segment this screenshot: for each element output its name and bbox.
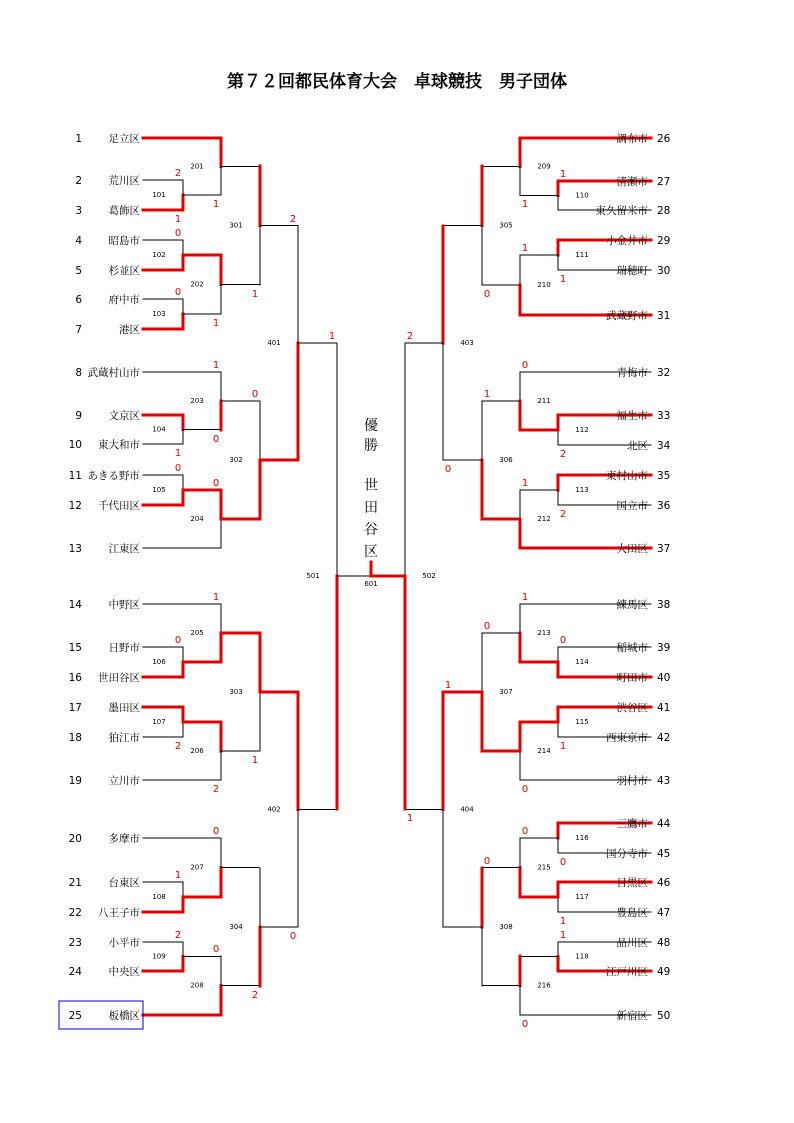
match-number-113: 113 [575,486,589,494]
team-name-23: 小平市 [108,937,140,949]
match-307-score-1: 0 [483,621,491,632]
team-seed-6: 6 [75,294,82,306]
match-403-score-2: 0 [444,464,452,475]
team-name-16: 世田谷区 [98,672,140,684]
team-name-8: 武蔵村山市 [87,367,140,379]
team-seed-30: 30 [657,265,671,277]
team-name-48: 品川区 [616,937,648,949]
team-seed-23: 23 [68,937,82,949]
team-seed-41: 41 [657,702,671,714]
match-number-301: 301 [229,221,243,230]
champion-name-char-3: 区 [364,544,378,560]
match-number-404: 404 [460,805,474,814]
team-seed-36: 36 [657,500,671,512]
match-number-208: 208 [190,981,204,990]
match-105-score-1: 0 [174,463,182,474]
match-number-201: 201 [190,162,204,171]
champion-name-char-0: 世 [364,478,378,494]
team-name-11: あきる野市 [87,470,140,482]
team-name-44: 三鷹市 [616,818,648,830]
match-number-109: 109 [152,952,166,961]
match-206-score-2: 2 [212,784,220,795]
match-118-score-1: 1 [559,930,567,941]
team-seed-21: 21 [68,877,82,889]
match-308-score-1: 0 [483,856,491,867]
team-seed-17: 17 [68,702,82,714]
team-name-17: 墨田区 [108,702,140,714]
team-name-3: 葛飾区 [108,205,140,217]
match-number-215: 215 [537,863,551,872]
match-103-score-1: 0 [174,287,182,298]
match-216-score-2: 0 [521,1019,529,1030]
team-name-38: 練馬区 [616,599,648,611]
match-number-501: 501 [306,572,320,580]
match-111-score-2: 1 [559,274,567,285]
team-name-37: 大田区 [616,543,648,555]
match-number-108: 108 [152,893,166,901]
match-number-303: 303 [229,688,243,696]
champion-name-char-1: 田 [364,500,378,516]
team-seed-34: 34 [657,440,671,452]
champion-label [364,418,378,560]
match-scores [175,168,566,1030]
team-name-19: 立川市 [108,775,140,787]
match-number-102: 102 [152,251,166,259]
team-seed-24: 24 [68,966,82,978]
match-104-score-2: 1 [174,448,182,459]
team-seed-13: 13 [68,543,82,555]
match-306-score-1: 1 [483,389,491,400]
match-205-score-1: 1 [212,592,220,603]
match-number-302: 302 [229,456,243,464]
team-name-41: 渋谷区 [616,702,648,714]
team-name-21: 台東区 [108,877,140,889]
match-number-403: 403 [460,339,474,347]
match-304-score-2: 2 [251,990,259,1001]
team-name-20: 多摩市 [108,833,140,845]
team-name-27: 清瀬市 [616,176,648,188]
match-number-117: 117 [575,893,589,901]
team-seed-18: 18 [68,732,82,744]
champion-name-char-2: 谷 [364,522,378,538]
match-number-308: 308 [499,923,513,931]
match-number-213: 213 [537,629,551,637]
team-name-45: 国分寺市 [606,848,648,860]
match-203-score-1: 1 [212,360,220,371]
team-seed-42: 42 [657,732,671,744]
team-name-32: 青梅市 [616,367,648,379]
team-name-4: 昭島市 [108,235,140,247]
team-name-46: 目黒区 [616,877,648,889]
team-seed-28: 28 [657,205,671,217]
team-seed-37: 37 [657,543,671,555]
match-502-score-1: 2 [406,331,414,342]
team-name-39: 稲城市 [616,642,648,654]
match-101-score-2: 1 [174,214,182,225]
team-seed-43: 43 [657,775,671,787]
match-109-score-1: 2 [174,930,182,941]
match-201-score-2: 1 [212,199,220,210]
team-name-6: 府中市 [108,294,140,306]
team-seed-35: 35 [657,470,671,482]
team-seed-14: 14 [68,599,82,611]
match-number-209: 209 [537,162,551,171]
match-301-score-2: 1 [251,289,259,300]
team-seed-4: 4 [75,235,82,247]
team-seed-45: 45 [657,848,671,860]
team-seed-44: 44 [657,818,671,830]
team-name-28: 東久留米市 [595,205,648,217]
match-402-score-2: 0 [289,931,297,942]
match-107-score-2: 2 [174,741,182,752]
match-501-score-1: 1 [328,331,336,342]
match-number-110: 110 [575,191,589,200]
match-number-210: 210 [537,281,551,289]
team-name-5: 杉並区 [108,265,140,277]
match-108-score-1: 1 [174,870,182,881]
team-seed-15: 15 [68,642,82,654]
match-203-score-2: 0 [212,434,220,445]
team-name-14: 中野区 [108,599,140,611]
team-name-31: 武蔵野市 [606,310,648,322]
team-name-34: 北区 [627,440,648,452]
match-number-401: 401 [267,339,281,347]
team-seed-50: 50 [657,1010,671,1022]
page-title: 第７２回都民体育大会 卓球競技 男子団体 [227,72,567,92]
match-207-score-1: 0 [212,826,220,837]
team-seed-48: 48 [657,937,671,949]
team-seed-3: 3 [75,205,82,217]
match-number-final: 601 [364,580,378,588]
match-number-107: 107 [152,718,166,726]
team-name-49: 江戸川区 [606,966,648,978]
team-seed-32: 32 [657,367,671,379]
match-number-402: 402 [267,805,281,814]
team-seed-2: 2 [75,175,82,187]
team-name-10: 東大和市 [98,439,140,451]
team-seed-46: 46 [657,877,671,889]
match-106-score-1: 0 [174,635,182,646]
match-209-score-2: 1 [521,199,529,210]
match-214-score-2: 0 [521,784,529,795]
team-seed-25: 25 [68,1010,82,1022]
team-seed-29: 29 [657,235,671,247]
team-name-36: 国立市 [616,500,648,512]
team-name-1: 足立区 [108,133,140,145]
match-213-score-1: 1 [521,592,529,603]
team-seed-9: 9 [75,410,82,422]
team-name-9: 文京区 [108,410,140,422]
team-name-50: 新宿区 [616,1010,648,1022]
match-115-score-2: 1 [559,741,567,752]
match-number-116: 116 [575,834,589,842]
match-113-score-2: 2 [559,509,567,520]
team-name-2: 荒川区 [108,175,140,187]
team-seed-7: 7 [75,324,82,336]
match-211-score-1: 0 [521,360,529,371]
match-101-score-1: 2 [174,168,182,179]
match-208-score-1: 0 [212,944,220,955]
match-number-307: 307 [499,688,513,696]
match-number-304: 304 [229,923,243,931]
match-number-216: 216 [537,981,551,990]
team-name-22: 八王子市 [98,907,140,919]
team-name-33: 福生市 [616,410,648,422]
match-303-score-2: 1 [251,755,259,766]
match-number-305: 305 [499,221,513,230]
match-number-202: 202 [190,280,204,289]
match-number-114: 114 [575,658,589,666]
team-name-26: 調布市 [616,133,648,145]
match-305-score-2: 0 [483,289,491,300]
match-215-score-1: 0 [521,826,529,837]
match-number-103: 103 [152,310,166,318]
team-seed-20: 20 [68,833,82,845]
match-number-112: 112 [575,426,589,434]
team-name-7: 港区 [119,324,140,336]
match-number-502: 502 [422,572,436,580]
match-401-score-1: 2 [289,214,297,225]
match-number-115: 115 [575,718,589,726]
champion-label-char-0: 優 [364,418,378,434]
match-number-111: 111 [575,251,589,259]
match-112-score-2: 2 [559,449,567,460]
team-seed-5: 5 [75,265,82,277]
match-302-score-1: 0 [251,389,259,400]
team-name-13: 江東区 [108,543,140,555]
match-210-score-1: 1 [521,243,529,254]
match-204-score-1: 0 [212,478,220,489]
team-name-43: 羽村市 [616,775,648,787]
match-202-score-2: 1 [212,318,220,329]
team-name-24: 中央区 [108,966,140,978]
match-number-106: 106 [152,658,166,666]
team-seed-40: 40 [657,672,671,684]
match-number-212: 212 [537,515,551,523]
team-seed-33: 33 [657,410,671,422]
team-name-18: 狛江市 [108,732,140,744]
team-seed-16: 16 [68,672,82,684]
team-seed-11: 11 [68,470,82,482]
team-seed-8: 8 [75,367,82,379]
match-number-105: 105 [152,486,166,494]
match-number-211: 211 [537,397,551,405]
team-name-15: 日野市 [108,642,140,654]
match-number-104: 104 [152,425,166,434]
team-name-25: 板橋区 [108,1010,140,1022]
match-number-306: 306 [499,456,513,464]
team-name-40: 町田市 [616,672,648,684]
team-seed-27: 27 [657,176,671,188]
match-116-score-2: 0 [559,857,567,868]
team-seed-39: 39 [657,642,671,654]
match-number-205: 205 [190,629,204,637]
match-502-score-2: 1 [406,813,414,824]
bracket-lines [143,138,651,1015]
match-102-score-1: 0 [174,228,182,239]
match-number-214: 214 [537,747,551,755]
match-number-204: 204 [190,515,204,523]
team-seed-22: 22 [68,907,82,919]
match-404-score-1: 1 [444,680,452,691]
team-seed-10: 10 [68,439,82,451]
team-name-47: 豊島区 [616,907,648,919]
team-seed-47: 47 [657,907,671,919]
team-name-30: 瑞穂町 [616,265,648,277]
team-name-35: 東村山市 [606,470,648,482]
match-number-118: 118 [575,952,589,961]
match-number-203: 203 [190,397,204,405]
match-number-207: 207 [190,863,204,872]
team-seed-31: 31 [657,310,671,322]
champion-label-char-1: 勝 [364,438,378,454]
match-number-206: 206 [190,747,204,755]
match-212-score-1: 1 [521,478,529,489]
team-name-12: 千代田区 [98,500,140,512]
match-117-score-2: 1 [559,916,567,927]
team-seed-38: 38 [657,599,671,611]
team-name-29: 小金井市 [606,235,648,247]
team-seed-49: 49 [657,966,671,978]
team-seed-12: 12 [68,500,82,512]
team-name-42: 西東京市 [606,732,648,744]
match-number-101: 101 [152,191,166,199]
match-114-score-1: 0 [559,635,567,646]
team-seed-19: 19 [68,775,82,787]
match-110-score-1: 1 [559,169,567,180]
team-seed-1: 1 [75,133,82,145]
team-seed-26: 26 [657,133,671,145]
